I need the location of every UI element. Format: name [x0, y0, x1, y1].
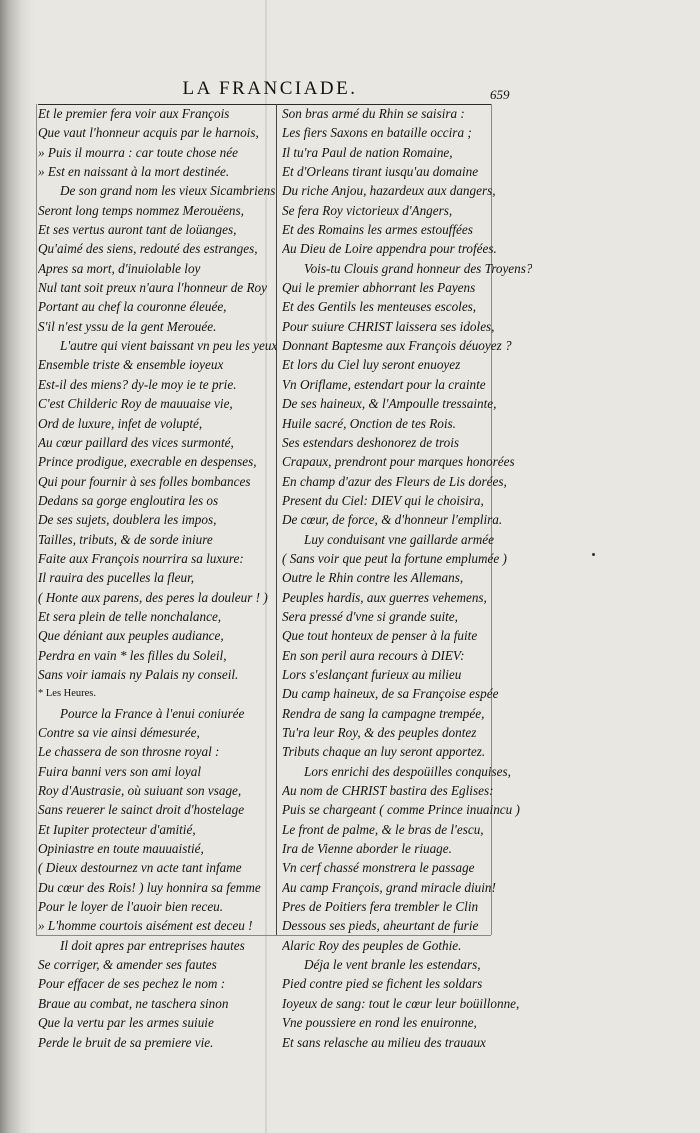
verse-line: » L'homme courtois aisément est deceu !: [38, 918, 253, 934]
verse-line: En son peril aura recours à DIEV:: [282, 647, 465, 663]
verse-line: Ord de luxure, infet de volupté,: [38, 415, 203, 431]
verse-line: Outre le Rhin contre les Allemans,: [282, 570, 464, 586]
verse-line: Perde le bruit de sa premiere vie.: [38, 1034, 214, 1050]
verse-line: Fuira banni vers son ami loyal: [38, 763, 202, 779]
verse-line: Et sans relasche au milieu des trauaux: [282, 1034, 486, 1050]
verse-line: Du cœur des Rois! ) luy honnira sa femme: [38, 879, 261, 895]
verse-line: De ses sujets, doublera les impos,: [38, 512, 217, 528]
verse-line: Present du Ciel: DIEV qui le choisira,: [282, 492, 484, 508]
verse-line: Tributs chaque an luy seront apportez.: [282, 744, 486, 760]
verse-line: Crapaux, prendront pour marques honorées: [282, 454, 515, 470]
verse-line: Se fera Roy victorieux d'Angers,: [282, 202, 453, 218]
page-number: 659: [490, 87, 510, 102]
verse-line: Au Dieu de Loire appendra pour trofées.: [282, 241, 497, 257]
verse-line: Sans reuerer le sainct droit d'hostelage: [38, 802, 245, 818]
verse-line: Son bras armé du Rhin se saisira :: [282, 106, 465, 121]
verse-line: Roy d'Austrasie, où suiuant son vsage,: [38, 783, 242, 799]
verse-line: Alaric Roy des peuples de Gothie.: [282, 937, 462, 953]
verse-line: Et lors du Ciel luy seront enuoyez: [282, 357, 461, 373]
left-verse-column: [38, 104, 277, 1052]
marginal-note: * Les Heures.: [38, 688, 97, 700]
verse-line: ( Sans voir que peut la fortune emplumée ): [282, 550, 507, 566]
verse-line: Vn cerf chassé monstrera le passage: [282, 860, 475, 876]
verse-line: Vn Oriflame, estendart pour la crainte: [282, 376, 486, 392]
verse-line: Ses estendars deshonorez de trois: [282, 434, 460, 450]
verse-line: Du riche Anjou, hazardeux aux dangers,: [282, 183, 496, 199]
verse-line: Sans voir iamais ny Palais ny conseil.: [38, 666, 239, 682]
verse-line: ( Dieux destournez vn acte tant infame: [38, 860, 242, 876]
verse-line: Braue au combat, ne taschera sinon: [38, 995, 229, 1011]
verse-line: Déja le vent branle les estendars,: [304, 957, 481, 973]
verse-line: Tu'ra leur Roy, & des peuples dontez: [282, 725, 477, 740]
verse-line: Pour le loyer de l'auoir bien receu.: [38, 899, 224, 915]
verse-line: Opiniastre en toute mauuaistié,: [38, 841, 204, 857]
verse-line: Pied contre pied se fichent les soldars: [282, 976, 483, 992]
column-frame-left: [36, 104, 37, 935]
verse-line: Est-il des miens? dy-le moy ie te prie.: [38, 376, 237, 392]
verse-line: Qu'aimé des siens, redouté des estranges,: [38, 241, 258, 257]
verse-line: Faite aux François nourrira sa luxure:: [38, 550, 244, 566]
verse-line: Que tout honteux de penser à la fuite: [282, 628, 478, 644]
right-verse-column: [282, 104, 532, 1052]
verse-line: Et ses vertus auront tant de loüanges,: [38, 222, 237, 238]
verse-line: Il rauira des pucelles la fleur,: [38, 570, 195, 586]
verse-line: Vois-tu Clouis grand honneur des Troyens?: [304, 260, 533, 276]
verse-line: Dessous ses pieds, aheurtant de furie: [282, 918, 479, 934]
verse-line: Que vaut l'honneur acquis par le harnois,: [38, 125, 259, 141]
verse-line: Le front de palme, & le bras de l'escu,: [282, 821, 484, 837]
verse-line: Se corriger, & amender ses fautes: [38, 957, 217, 973]
verse-line: Et sera plein de telle nonchalance,: [38, 608, 222, 624]
verse-line: Luy conduisant vne gaillarde armée: [304, 531, 494, 547]
ink-speck: [592, 553, 595, 556]
verse-line: Lors s'eslançant furieux au milieu: [282, 666, 462, 682]
verse-line: » Est en naissant à la mort destinée.: [38, 164, 230, 180]
verse-line: Portant au chef la couronne éleuée,: [38, 299, 227, 315]
verse-line: » Puis il mourra : car toute chose née: [38, 144, 238, 160]
verse-line: Il tu'ra Paul de nation Romaine,: [282, 144, 453, 160]
verse-line: Et d'Orleans tirant iusqu'au domaine: [282, 164, 479, 180]
verse-line: Nul tant soit preux n'aura l'honneur de Roy: [38, 280, 267, 296]
verse-line: Prince prodigue, execrable en despenses,: [38, 454, 257, 470]
verse-line: C'est Childeric Roy de mauuaise vie,: [38, 396, 233, 412]
running-title: LA FRANCIADE.: [182, 78, 358, 99]
verse-line: Pres de Poitiers fera trembler le Clin: [282, 899, 479, 915]
verse-line: Lors enrichi des despoüilles conquises,: [304, 763, 511, 779]
verse-line: Qui pour fournir à ses folles bombances: [38, 473, 251, 489]
verse-line: Perdra en vain * les filles du Soleil,: [38, 647, 227, 663]
verse-line: Contre sa vie ainsi démesurée,: [38, 725, 200, 740]
verse-line: S'il n'est yssu de la gent Merouée.: [38, 318, 217, 334]
verse-line: Et Iupiter protecteur d'amitié,: [38, 821, 196, 837]
verse-line: Que déniant aux peuples audiance,: [38, 628, 224, 644]
verse-line: Ensemble triste & ensemble ioyeux: [38, 357, 224, 373]
verse-line: Donnant Baptesme aux François déuoyez ?: [282, 338, 512, 354]
verse-line: ( Honte aux parens, des peres la douleur ! ): [38, 589, 268, 605]
verse-line: Le chassera de son throsne royal :: [38, 744, 220, 760]
verse-line: Au nom de CHRIST bastira des Eglises:: [282, 783, 494, 799]
verse-line: Il doit apres par entreprises hautes: [60, 937, 245, 953]
verse-line: Dedans sa gorge engloutira les os: [38, 492, 219, 508]
verse-line: De ses haineux, & l'Ampoulle tressainte,: [282, 396, 497, 412]
verse-line: Pour effacer de ses pechez le nom :: [38, 976, 226, 992]
verse-line: Et des Romains les armes estouffées: [282, 222, 473, 238]
verse-line: L'autre qui vient baissant vn peu les yeux: [60, 338, 278, 354]
verse-line: Que la vertu par les armes suiuie: [38, 1015, 214, 1031]
verse-line: Au camp François, grand miracle diuin!: [282, 879, 496, 895]
verse-line: Qui le premier abhorrant les Payens: [282, 280, 476, 296]
verse-line: Pour suiure CHRIST laissera ses idoles,: [282, 318, 495, 334]
binding-shadow: [0, 0, 34, 1133]
verse-line: Ira de Vienne aborder le riuage.: [282, 841, 452, 857]
verse-line: Puis se chargeant ( comme Prince inuaincu ): [282, 802, 520, 818]
verse-line: De cœur, de force, & d'honneur l'emplira.: [282, 512, 503, 528]
verse-line: De son grand nom les vieux Sicambriens: [60, 183, 276, 199]
verse-line: Les fiers Saxons en bataille occira ;: [282, 125, 472, 141]
verse-line: Rendra de sang la campagne trempée,: [282, 705, 485, 721]
verse-line: Vne poussiere en rond les enuironne,: [282, 1015, 477, 1031]
verse-line: Et le premier fera voir aux François: [38, 106, 230, 121]
verse-line: Apres sa mort, d'inuiolable loy: [38, 260, 201, 276]
verse-line: Peuples hardis, aux guerres vehemens,: [282, 589, 487, 605]
verse-line: Pource la France à l'enui coniurée: [60, 705, 245, 721]
verse-line: Huile sacré, Onction de tes Rois.: [282, 415, 456, 431]
verse-line: Sera pressé d'vne si grande suite,: [282, 608, 458, 624]
verse-line: Du camp haineux, de sa Françoise espée: [282, 686, 499, 702]
verse-line: Seront long temps nommez Merouëens,: [38, 202, 244, 218]
verse-line: Au cœur paillard des vices surmonté,: [38, 434, 234, 450]
verse-line: Tailles, tributs, & de sorde iniure: [38, 531, 213, 547]
verse-line: Et des Gentils les menteuses escoles,: [282, 299, 477, 315]
verse-line: Ioyeux de sang: tout le cœur leur boüillonne,: [282, 995, 520, 1011]
verse-line: En champ d'azur des Fleurs de Lis dorées,: [282, 473, 507, 489]
